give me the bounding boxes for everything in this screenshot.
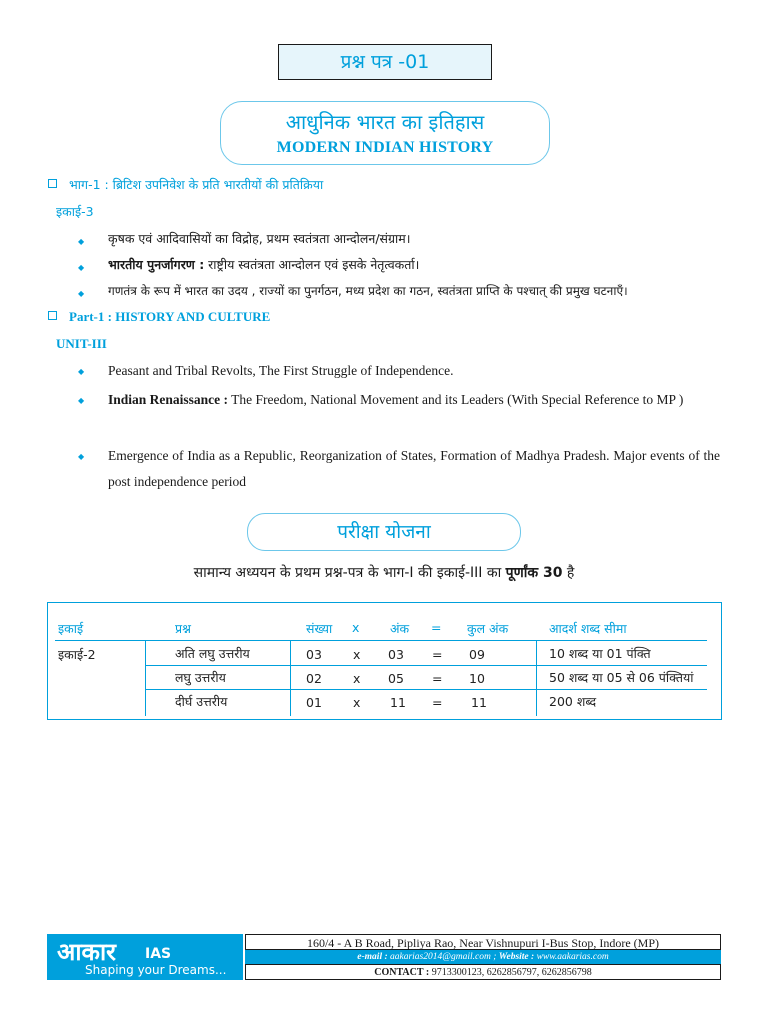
multiply-sign: x [353, 671, 361, 686]
table-col-rule [145, 640, 146, 716]
col-header-question: प्रश्न [175, 621, 191, 636]
website-link[interactable]: www.aakarias.com [534, 952, 609, 962]
diamond-bullet-icon: ◆ [78, 237, 85, 246]
diamond-bullet-icon: ◆ [78, 396, 85, 405]
hindi-unit-label: इकाई-3 [56, 204, 94, 219]
table-header-rule [55, 640, 707, 641]
brand-logo: आकार [57, 938, 116, 966]
col-header-word-limit: आदर्श शब्द सीमा [549, 621, 627, 636]
table-row-rule [145, 665, 707, 666]
diamond-bullet-icon: ◆ [78, 452, 85, 461]
phone-numbers: 9713300123, 6262856797, 6262856798 [429, 967, 592, 978]
total-marks: 09 [469, 647, 485, 662]
col-header-marks: अंक [390, 621, 410, 636]
contact-block [245, 934, 721, 980]
hindi-bullet-2: भारतीय पुनर्जागरण : राष्ट्रीय स्वतंत्रता आन्दोलन एवं इसके नेतृत्वकर्ता। [108, 257, 420, 272]
email-link[interactable]: aakarias2014@gmail.com ; [387, 952, 499, 962]
english-bullet-2: Indian Renaissance : The Freedom, National Movement and its Leaders (With Special Reference to MP ) [108, 392, 684, 407]
contact-line: CONTACT : 9713300123, 6262856797, 6262856798 [245, 964, 721, 980]
col-header-unit: इकाई [58, 621, 84, 636]
address-line: 160/4 - A B Road, Pipliya Rao, Near Vishnupuri I-Bus Stop, Indore (MP) [245, 934, 721, 950]
table-col-rule [536, 640, 537, 716]
exam-plan-title: परीक्षा योजना [247, 513, 521, 551]
exam-plan-summary: सामान्य अध्ययन के प्रथम प्रश्न-पत्र के भाग-I की इकाई-III का पूर्णांक 30 है [193, 565, 575, 581]
col-header-x: x [352, 620, 360, 635]
col-header-total: कुल अंक [467, 621, 509, 636]
checkbox-square-icon [48, 311, 57, 320]
total-marks: 10 [469, 671, 485, 686]
english-unit-label: UNIT-III [56, 336, 107, 351]
subject-title-english: MODERN INDIAN HISTORY [276, 139, 494, 156]
english-bullet-1: Peasant and Tribal Revolts, The First Struggle of Independence. [108, 363, 454, 378]
english-section-heading: Part-1 : HISTORY AND CULTURE [48, 309, 270, 325]
equals-sign: = [432, 695, 443, 710]
unit-cell: इकाई-2 [58, 647, 96, 662]
hindi-bullet-3: गणतंत्र के रूप में भारत का उदय , राज्यों का पुनर्गठन, मध्य प्रदेश का गठन, स्वतंत्रता प्राप्ति के पश्चात् की प्रमुख घटनाएँ। [108, 284, 628, 298]
english-bullet-3: Emergence of India as a Republic, Reorganization of States, Formation of Madhya Pradesh. Major events of the post independence period [108, 448, 720, 489]
equals-sign: = [432, 647, 443, 662]
marks-each: 11 [390, 695, 406, 710]
checkbox-square-icon [48, 179, 57, 188]
subject-title-hindi: आधुनिक भारत का इतिहास [285, 110, 485, 134]
diamond-bullet-icon: ◆ [78, 263, 85, 272]
subject-banner [220, 101, 550, 165]
word-limit: 50 शब्द या 05 से 06 पंक्तियां [549, 670, 694, 685]
brand-tagline: Shaping your Dreams... [85, 963, 227, 977]
marks-each: 05 [388, 671, 404, 686]
paper-title: प्रश्न पत्र -01 [278, 44, 492, 80]
equals-sign: = [432, 671, 443, 686]
word-limit: 200 शब्द [549, 694, 597, 709]
multiply-sign: x [353, 695, 361, 710]
hindi-section-heading: भाग-1 : ब्रिटिश उपनिवेश के प्रति भारतीयों की प्रतिक्रिया [48, 176, 323, 193]
question-type: दीर्घ उत्तरीय [175, 694, 228, 709]
email-website-line: e-mail : aakarias2014@gmail.com ; Website : www.aakarias.com [245, 950, 721, 964]
brand-logo-suffix: IAS [145, 946, 172, 962]
table-col-rule [290, 640, 291, 716]
diamond-bullet-icon: ◆ [78, 367, 85, 376]
col-header-eq: = [431, 620, 442, 635]
diamond-bullet-icon: ◆ [78, 289, 85, 298]
question-count: 02 [306, 671, 322, 686]
question-count: 01 [306, 695, 322, 710]
brand-logo-block [47, 934, 243, 980]
table-row-rule [145, 689, 707, 690]
multiply-sign: x [353, 647, 361, 662]
question-count: 03 [306, 647, 322, 662]
marks-each: 03 [388, 647, 404, 662]
question-type: लघु उत्तरीय [175, 670, 226, 685]
hindi-bullet-1: कृषक एवं आदिवासियों का विद्रोह, प्रथम स्वतंत्रता आन्दोलन/संग्राम। [108, 231, 411, 246]
question-type: अति लघु उत्तरीय [175, 646, 250, 661]
word-limit: 10 शब्द या 01 पंक्ति [549, 646, 651, 661]
col-header-count: संख्या [306, 621, 333, 636]
total-marks: 11 [471, 695, 487, 710]
